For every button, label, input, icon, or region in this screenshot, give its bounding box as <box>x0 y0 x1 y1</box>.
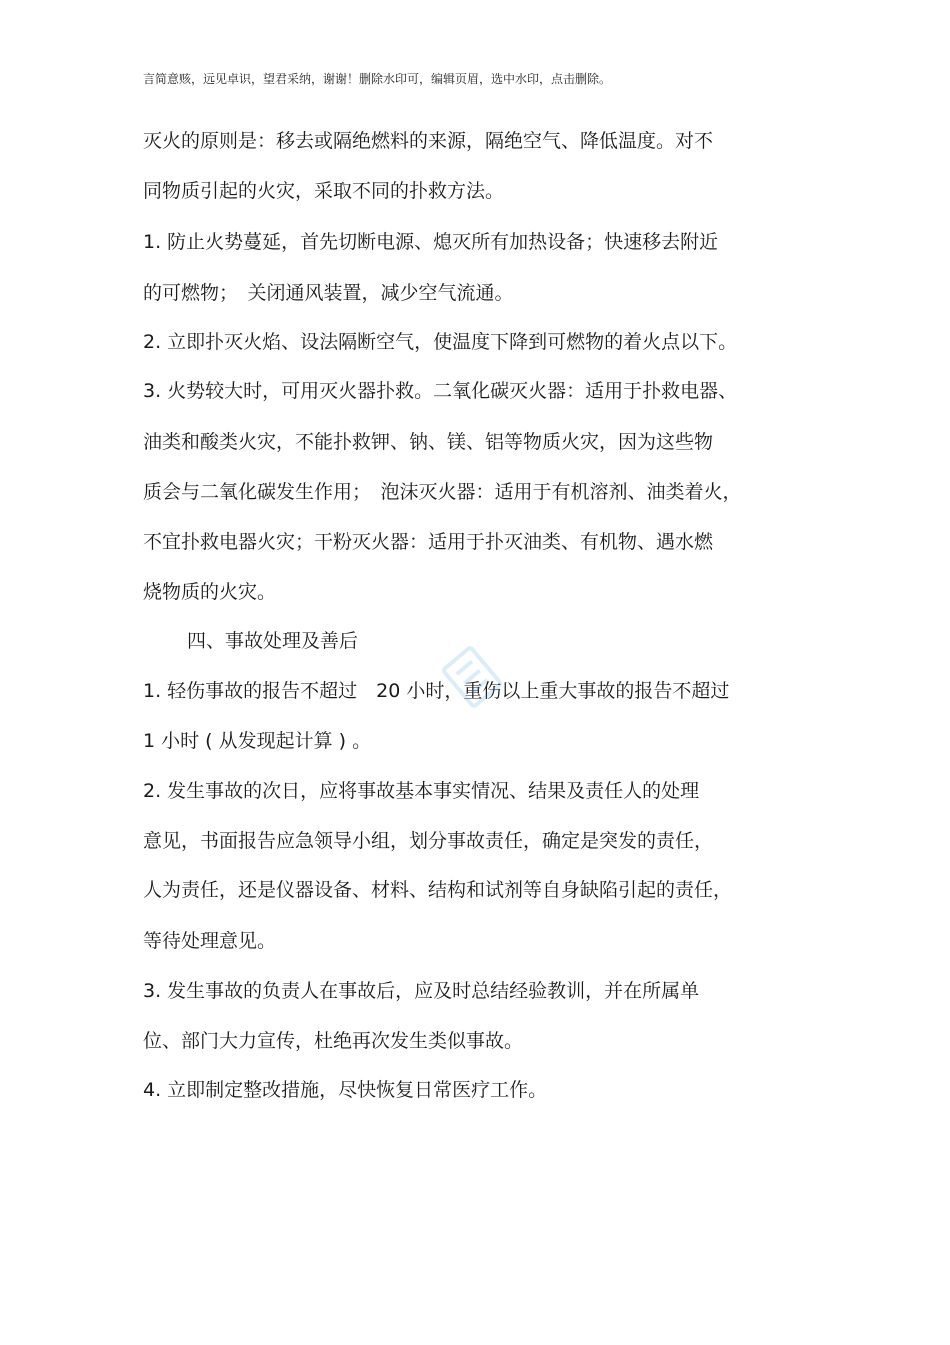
watermark-icon <box>427 632 517 722</box>
body-line: 不宜扑救电器火灾；干粉灭火器：适用于扑灭油类、有机物、遇水燃 <box>143 531 714 553</box>
body-line: 油类和酸类火灾，不能扑救钾、钠、镁、铝等物质火灾，因为这些物 <box>143 431 714 453</box>
section-heading: 四、事故处理及善后 <box>187 630 359 652</box>
header-note: 言简意赅，远见卓识，望君采纳，谢谢！删除水印可，编辑页眉，选中水印，点击删除。 <box>143 72 612 86</box>
body-line: 人为责任，还是仪器设备、材料、结构和试剂等自身缺陷引起的责任， <box>143 879 733 901</box>
body-line: 1 小时 ( 从发现起计算 ) 。 <box>143 730 372 752</box>
body-line: 等待处理意见。 <box>143 930 277 952</box>
body-line: 烧物质的火灾。 <box>143 581 277 603</box>
body-line: 2. 发生事故的次日，应将事故基本事实情况、结果及责任人的处理 <box>143 780 700 802</box>
body-line: 位、部门大力宣传，杜绝再次发生类似事故。 <box>143 1030 524 1052</box>
body-line: 3. 火势较大时，可用灭火器扑救。二氧化碳灭火器：适用于扑救电器、 <box>143 380 738 402</box>
body-line: 3. 发生事故的负责人在事故后，应及时总结经验教训，并在所属单 <box>143 980 700 1002</box>
body-line: 意见，书面报告应急领导小组，划分事故责任，确定是突发的责任， <box>143 830 714 852</box>
body-line: 1. 轻伤事故的报告不超过 20 小时，重伤以上重大事故的报告不超过 <box>143 680 730 702</box>
body-line: 同物质引起的火灾，采取不同的扑救方法。 <box>143 180 505 202</box>
body-line: 灭火的原则是：移去或隔绝燃料的来源，隔绝空气、降低温度。对不 <box>143 130 714 152</box>
body-line: 2. 立即扑灭火焰、设法隔断空气，使温度下降到可燃物的着火点以下。 <box>143 331 738 353</box>
body-line: 1. 防止火势蔓延，首先切断电源、熄灭所有加热设备；快速移去附近 <box>143 231 719 253</box>
body-line: 的可燃物； 关闭通风装置，减少空气流通。 <box>143 282 514 304</box>
body-line: 4. 立即制定整改措施，尽快恢复日常医疗工作。 <box>143 1079 548 1101</box>
body-line: 质会与二氧化碳发生作用； 泡沫灭火器：适用于有机溶剂、油类着火， <box>143 481 742 503</box>
